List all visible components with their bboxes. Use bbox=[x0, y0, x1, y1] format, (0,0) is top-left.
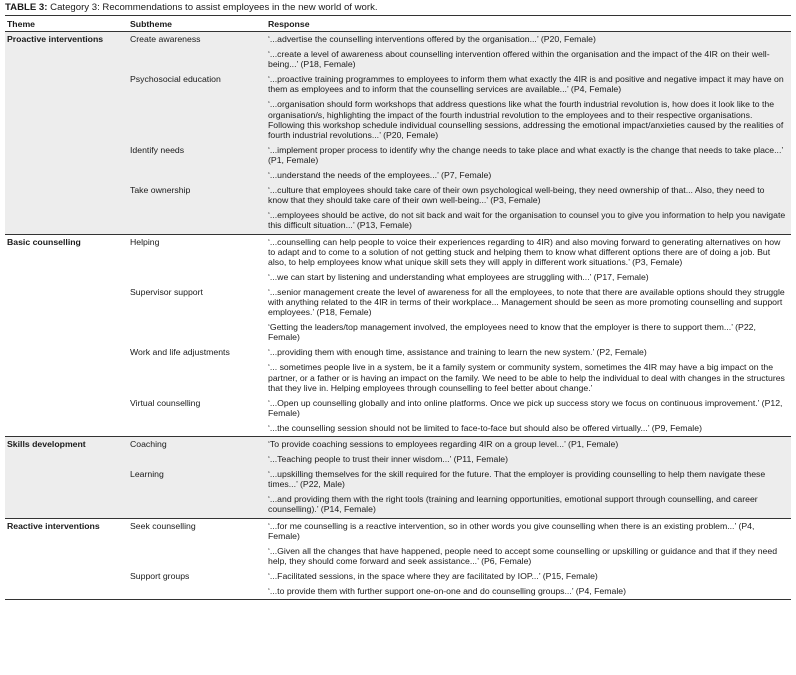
recommendations-table bbox=[5, 16, 791, 600]
response-cell: ‘...Teaching people to trust their inner wisdom...’ (P11, Female) bbox=[266, 452, 791, 467]
table-row bbox=[5, 320, 791, 345]
header-response: Response bbox=[266, 16, 791, 32]
table-row bbox=[5, 421, 791, 437]
response-cell: ‘...to provide them with further support one-on-one and do counselling groups...’ (P4, Female) bbox=[266, 584, 791, 600]
theme-cell bbox=[5, 492, 128, 518]
response-cell: ‘...the counselling session should not be limited to face-to-face but should also be offered virtually...’ (P9, Female) bbox=[268, 422, 702, 433]
table-row bbox=[5, 32, 791, 48]
theme-cell bbox=[5, 345, 128, 360]
theme-cell bbox=[5, 208, 128, 234]
table-row bbox=[5, 168, 791, 183]
subtheme-cell: Identify needs bbox=[128, 143, 266, 168]
theme-cell bbox=[5, 320, 128, 345]
caption-label: TABLE 3: bbox=[5, 2, 48, 13]
response-cell: ‘...senior management create the level of awareness for all the employees, to note that there are available options should they struggle with anything related to the 4IR in terms of their workplace... Management should be seen as more promoting counselling and support employees.’ (P18, Female) bbox=[268, 286, 785, 318]
theme-cell bbox=[5, 47, 128, 72]
subtheme-cell bbox=[128, 452, 266, 467]
theme-cell: Skills development bbox=[5, 437, 128, 453]
table-row bbox=[5, 345, 791, 360]
subtheme-cell bbox=[128, 47, 266, 72]
table-row bbox=[5, 234, 791, 270]
response-cell: ‘...Given all the changes that have happened, people need to accept some counselling or upskilling or guidance and that if they need help, they should come forward and seek assistance...’ (P6, Female) bbox=[268, 545, 778, 566]
subtheme-cell bbox=[128, 270, 266, 285]
subtheme-cell: Work and life adjustments bbox=[130, 347, 230, 358]
subtheme-cell bbox=[128, 168, 266, 183]
subtheme-cell bbox=[128, 360, 266, 395]
subtheme-cell bbox=[128, 584, 266, 600]
response-cell: ‘...Facilitated sessions, in the space where they are facilitated by IOP...’ (P15, Female) bbox=[268, 570, 598, 581]
subtheme-cell: Seek counselling bbox=[128, 518, 266, 544]
table-row bbox=[5, 270, 791, 285]
table-row bbox=[5, 569, 791, 584]
table-row bbox=[5, 437, 791, 453]
table-row bbox=[5, 285, 791, 320]
table-row bbox=[5, 544, 791, 569]
table-row bbox=[5, 584, 791, 600]
response-cell: ‘...upskilling themselves for the skill required for the future. That the employer is providing counselling to help them navigate these times...’ (P22, Male) bbox=[266, 467, 791, 492]
table-row bbox=[5, 492, 791, 518]
subtheme-cell bbox=[128, 320, 266, 345]
theme-cell bbox=[5, 270, 128, 285]
header-theme: Theme bbox=[5, 16, 128, 32]
subtheme-cell: Supervisor support bbox=[130, 286, 203, 297]
table-row bbox=[5, 143, 791, 168]
response-cell: ‘...counselling can help people to voice their experiences regarding to 4IR) and also moving forward to generating alternatives on how to adapt and to come to a solution of not getting stuck and helping them to know what different options there are of doing a job. But also, to help employees know what unique skill sets they will apply in different work situations.’ (P3, Female) bbox=[266, 234, 791, 270]
response-cell: ‘...advertise the counselling interventions offered by the organisation...’ (P20, Female) bbox=[266, 32, 791, 48]
subtheme-cell: Psychosocial education bbox=[128, 72, 266, 97]
subtheme-cell bbox=[128, 97, 266, 142]
subtheme-cell bbox=[128, 544, 266, 569]
theme-cell bbox=[5, 168, 128, 183]
theme-cell: Basic counselling bbox=[5, 234, 128, 270]
theme-cell bbox=[5, 360, 128, 395]
response-cell: ‘Getting the leaders/top management involved, the employees need to know that the employer is there to support them...’ (P22, Female) bbox=[268, 322, 756, 343]
table-row bbox=[5, 208, 791, 234]
table-caption bbox=[5, 2, 791, 16]
theme-cell bbox=[5, 72, 128, 97]
table-body bbox=[5, 32, 791, 600]
caption-text: Category 3: Recommendations to assist employees in the new world of work. bbox=[47, 2, 378, 13]
subtheme-cell: Support groups bbox=[130, 570, 190, 581]
theme-cell bbox=[5, 452, 128, 467]
subtheme-cell bbox=[128, 421, 266, 437]
subtheme-cell: Take ownership bbox=[128, 183, 266, 208]
theme-cell: Reactive interventions bbox=[5, 518, 128, 544]
response-cell: ‘...and providing them with the right tools (training and learning opportunities, emotional support through counselling, and career counselling).’ (P14, Female) bbox=[266, 492, 791, 518]
theme-cell bbox=[5, 467, 128, 492]
table-row bbox=[5, 467, 791, 492]
table-container bbox=[5, 0, 791, 600]
response-cell: ‘To provide coaching sessions to employees regarding 4IR on a group level...’ (P1, Female) bbox=[266, 437, 791, 453]
response-cell: ‘...culture that employees should take care of their own psychological well-being, they need ownership of that... Also, they need to know that they should take care of their own well-being...’ (P3, Female) bbox=[266, 183, 791, 208]
theme-cell bbox=[5, 97, 128, 142]
response-cell: ‘...we can start by listening and understanding what employees are struggling with...’ (P17, Female) bbox=[268, 271, 649, 282]
table-row bbox=[5, 396, 791, 421]
theme-cell bbox=[5, 421, 128, 437]
response-cell: ‘... sometimes people live in a system, be it a family system or community system, sometimes the 4IR may have a big impact on the partner, or a father or is having an impact on the family. We need to be able to help the individual to deal with changes in the structures that they live in. Helping employees through counselling to feel better about change.’ bbox=[268, 362, 785, 393]
response-cell: ‘...providing them with enough time, assistance and training to learn the new system.’ (P2, Female) bbox=[268, 347, 647, 358]
response-cell: ‘...employees should be active, do not sit back and wait for the organisation to counsel you to give you information to help you navigate this difficult situation...’ (P13, Female) bbox=[266, 208, 791, 234]
subtheme-cell: Helping bbox=[128, 234, 266, 270]
theme-cell bbox=[5, 584, 128, 600]
theme-cell bbox=[5, 285, 128, 320]
table-row bbox=[5, 518, 791, 544]
theme-cell bbox=[5, 396, 128, 421]
response-cell: ‘...Open up counselling globally and into online platforms. Once we pick up success story we focus on continuous improvement.’ (P12, Female) bbox=[268, 397, 783, 418]
theme-cell: Proactive interventions bbox=[5, 32, 128, 48]
subtheme-cell: Create awareness bbox=[128, 32, 266, 48]
theme-cell bbox=[5, 544, 128, 569]
table-row bbox=[5, 72, 791, 97]
table-row bbox=[5, 47, 791, 72]
header-row bbox=[5, 16, 791, 32]
theme-cell bbox=[5, 143, 128, 168]
table-row bbox=[5, 360, 791, 395]
subtheme-cell: Coaching bbox=[128, 437, 266, 453]
subtheme-cell bbox=[128, 208, 266, 234]
header-subtheme: Subtheme bbox=[128, 16, 266, 32]
subtheme-cell: Virtual counselling bbox=[130, 397, 201, 408]
response-cell: ‘...proactive training programmes to employees to inform them what exactly the 4IR is and positive and negative impact it may have on them as employees and to inform that the counselling services are available...’ (P4, Female) bbox=[266, 72, 791, 97]
response-cell: ‘...create a level of awareness about counselling intervention offered within the organisation and the impact of the 4IR on their well-being...’ (P18, Female) bbox=[266, 47, 791, 72]
table-row bbox=[5, 452, 791, 467]
response-cell: ‘...understand the needs of the employees...’ (P7, Female) bbox=[266, 168, 791, 183]
subtheme-cell bbox=[128, 492, 266, 518]
response-cell: ‘...for me counselling is a reactive intervention, so in other words you give counselling when there is an existing problem...’ (P4, Female) bbox=[266, 518, 791, 544]
response-cell: ‘...organisation should form workshops that address questions like what the fourth industrial revolution is, how does it look like to the organisation/s, highlighting the impact of the fourth industrial revolution to the employees and to their respective organisations. Following this workshop schedule individual counselling sessions, addressing the emotional impact/anxieties caused by the realities of fourth industrial revolutions...’ (P20, Female) bbox=[266, 97, 791, 142]
table-row bbox=[5, 183, 791, 208]
response-cell: ‘...implement proper process to identify why the change needs to take place and what exactly is the change that needs to take place...’ (P1, Female) bbox=[266, 143, 791, 168]
theme-cell bbox=[5, 183, 128, 208]
table-row bbox=[5, 97, 791, 142]
theme-cell bbox=[5, 569, 128, 584]
subtheme-cell: Learning bbox=[128, 467, 266, 492]
